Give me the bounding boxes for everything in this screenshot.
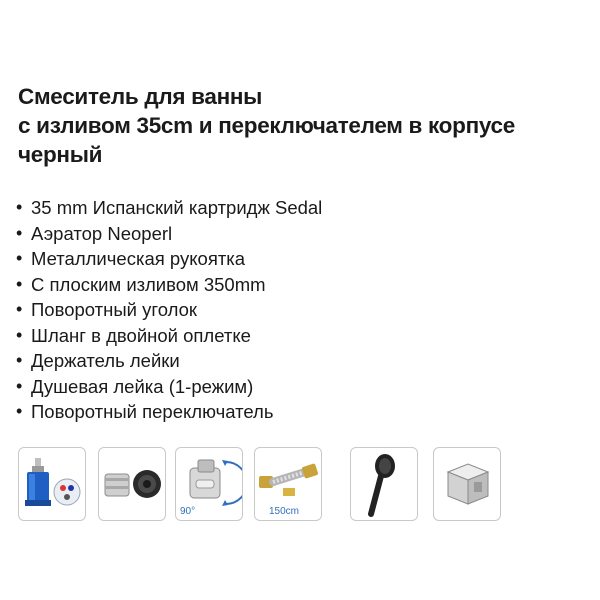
feature-text: Поворотный переключатель (31, 401, 274, 422)
thumbnail-shower-handset (350, 447, 418, 521)
shower-handset-icon (351, 448, 418, 521)
shower-holder-icon (434, 448, 501, 521)
bullet-icon: • (16, 299, 23, 319)
feature-item (16, 195, 322, 221)
thumbnail-aerator (98, 447, 166, 521)
thumbnail-braided-hose (254, 447, 322, 521)
feature-item (16, 297, 322, 323)
bullet-icon: • (16, 375, 23, 396)
cartridge-icon (19, 448, 86, 521)
title-line-1: Смеситель для ванны (18, 84, 263, 109)
title-line-3: черный (18, 142, 103, 167)
feature-text: Аэратор Neoperl (31, 222, 173, 244)
rotation-angle-label: 90° (180, 506, 196, 517)
feature-item (16, 348, 322, 374)
feature-text: Шланг в двойной оплетке (31, 324, 251, 346)
feature-item (16, 374, 322, 400)
feature-text: Поворотный уголок (31, 299, 197, 320)
feature-text: 35 mm Испанский картридж Sedal (31, 197, 323, 218)
feature-item (16, 323, 322, 349)
bullet-icon: • (16, 324, 23, 345)
thumbnail-swivel-switch (175, 447, 243, 521)
bullet-icon: • (16, 401, 23, 421)
feature-text: С плоским изливом 350mm (31, 273, 266, 295)
bullet-icon: • (16, 273, 23, 294)
feature-thumbnails (18, 447, 588, 521)
bullet-icon: • (16, 248, 23, 268)
hose-length-label: 150cm (269, 506, 300, 517)
aerator-icon (99, 448, 166, 521)
feature-item (16, 221, 322, 247)
thumbnail-shower-holder (433, 447, 501, 521)
feature-item (16, 272, 322, 298)
feature-item (16, 399, 322, 425)
bullet-icon: • (16, 350, 23, 370)
feature-text: Держатель лейки (31, 350, 180, 371)
product-title (18, 82, 593, 169)
bullet-icon: • (16, 197, 23, 217)
title-line-2: с изливом 35cm и переключателем в корпусе (18, 113, 515, 138)
feature-text: Душевая лейка (1-режим) (31, 375, 254, 397)
feature-text: Металлическая рукоятка (31, 248, 246, 269)
bullet-icon: • (16, 222, 23, 243)
feature-list (16, 195, 322, 425)
thumbnail-cartridge (18, 447, 86, 521)
feature-item (16, 246, 322, 272)
